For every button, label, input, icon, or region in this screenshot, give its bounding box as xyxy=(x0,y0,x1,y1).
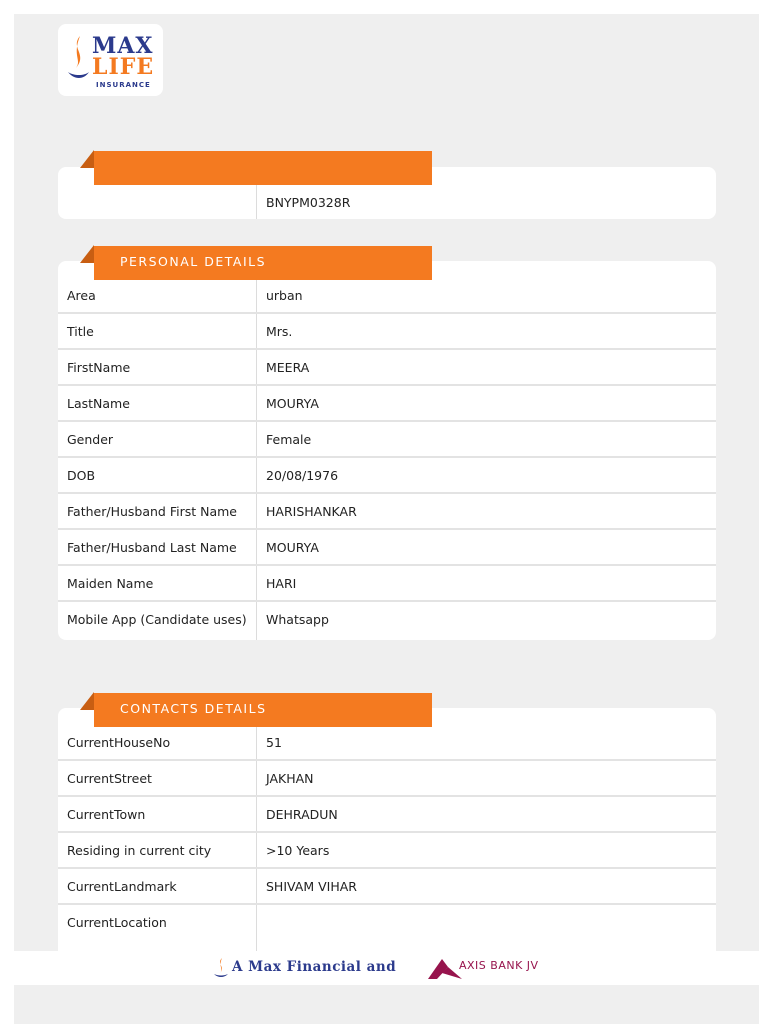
personal-details-header xyxy=(94,246,432,280)
row-value: MEERA xyxy=(266,360,310,375)
logo-text-life: LIFE xyxy=(92,54,155,80)
row-value: HARISHANKAR xyxy=(266,504,357,519)
table-row xyxy=(58,278,716,314)
ribbon-fold xyxy=(80,692,94,710)
table-row xyxy=(58,566,716,602)
document-page xyxy=(14,14,759,1024)
table-row xyxy=(58,725,716,761)
table-row xyxy=(58,422,716,458)
row-value: MOURYA xyxy=(266,540,319,555)
row-value: HARI xyxy=(266,576,297,591)
section-title: CONTACTS DETAILS xyxy=(120,701,267,716)
row-label: Maiden Name xyxy=(67,576,154,591)
row-value: Whatsapp xyxy=(266,612,329,627)
row-value: SHIVAM VIHAR xyxy=(266,879,357,894)
row-value: >10 Years xyxy=(266,843,330,858)
logo-text-insurance: INSURANCE xyxy=(96,81,151,89)
table-row xyxy=(58,530,716,566)
row-label: Father/Husband First Name xyxy=(67,504,237,519)
table-row xyxy=(58,314,716,350)
row-label: DOB xyxy=(67,468,96,483)
id-section-header xyxy=(94,151,432,185)
logo-text-max: MAX xyxy=(92,33,154,59)
row-label: CurrentLocation xyxy=(67,915,167,930)
row-value: BNYPM0328R xyxy=(266,195,351,210)
row-value: JAKHAN xyxy=(266,771,314,786)
row-label: FirstName xyxy=(67,360,131,375)
partner-text: AXIS BANK JV xyxy=(459,959,539,972)
table-row xyxy=(58,761,716,797)
flame-icon xyxy=(213,957,229,979)
contacts-details-card xyxy=(58,708,716,968)
ribbon-fold xyxy=(80,150,94,168)
contacts-details-header xyxy=(94,693,432,727)
row-label: Title xyxy=(67,324,94,339)
max-life-logo xyxy=(58,24,163,96)
flame-icon xyxy=(66,34,90,84)
row-label: Residing in current city xyxy=(67,843,212,858)
row-label: CurrentTown xyxy=(67,807,146,822)
ribbon-fold xyxy=(80,245,94,263)
axis-bank-icon xyxy=(428,959,462,979)
row-label: Mobile App (Candidate uses) xyxy=(67,612,247,627)
table-row xyxy=(58,494,716,530)
row-label: CurrentStreet xyxy=(67,771,152,786)
row-label: CurrentLandmark xyxy=(67,879,177,894)
row-label: CurrentHouseNo xyxy=(67,735,171,750)
table-row xyxy=(58,833,716,869)
table-row xyxy=(58,458,716,494)
row-value: urban xyxy=(266,288,303,303)
footer-text: A Max Financial and xyxy=(232,959,397,975)
table-row xyxy=(58,386,716,422)
personal-details-card xyxy=(58,261,716,640)
table-row xyxy=(58,905,716,941)
row-value: 51 xyxy=(266,735,282,750)
row-label: Area xyxy=(67,288,96,303)
footer-banner xyxy=(14,951,759,985)
row-label: Father/Husband Last Name xyxy=(67,540,237,555)
row-value: 20/08/1976 xyxy=(266,468,339,483)
row-value: Female xyxy=(266,432,312,447)
row-label: LastName xyxy=(67,396,130,411)
row-value: MOURYA xyxy=(266,396,319,411)
section-title: PERSONAL DETAILS xyxy=(120,254,267,269)
row-label: Gender xyxy=(67,432,114,447)
row-value: DEHRADUN xyxy=(266,807,338,822)
row-value: Mrs. xyxy=(266,324,293,339)
table-row xyxy=(58,350,716,386)
table-row xyxy=(58,602,716,638)
table-row xyxy=(58,797,716,833)
table-row xyxy=(58,869,716,905)
